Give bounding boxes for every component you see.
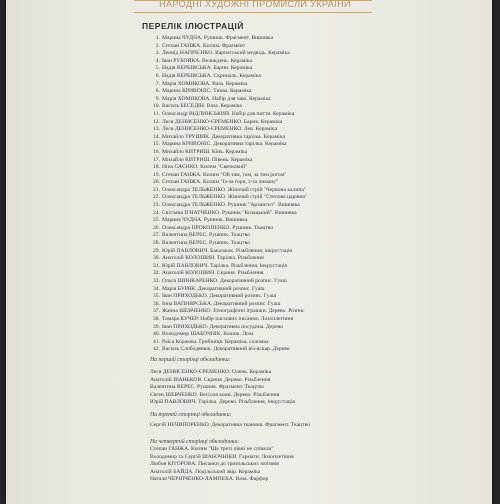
section-heading: На четвертій сторінці обкладинки: bbox=[150, 439, 240, 445]
list-item bbox=[146, 217, 446, 225]
item-text: Олександра ТЕЛЬЖЕНКО. Жіночий стрій "Червона калина" bbox=[162, 186, 307, 193]
list-item bbox=[146, 164, 446, 172]
section-line: Любов КІТОРОВА. Писанки до трипільських мотивів bbox=[150, 461, 279, 468]
item-text: Жанна ШЕВЧЕНКО. Етнографічні іграшки. Дерево. Розпис bbox=[162, 308, 305, 315]
section-line: Анатолій БАЙДА. Подільський звір. Кераміка bbox=[150, 468, 261, 475]
item-number: 8. bbox=[155, 88, 160, 95]
item-number: 39. bbox=[153, 323, 160, 330]
list-item bbox=[146, 324, 446, 332]
item-text: Степан ГАНЖА. Килим "Ой там, там, за тим рогом" bbox=[162, 171, 287, 178]
item-number: 40. bbox=[153, 331, 160, 338]
item-number: 32. bbox=[153, 270, 160, 277]
item-text: Володимир ШАБОЧНІК. Кошик. Лоза bbox=[162, 331, 254, 338]
item-text: Надія ВЕРБІВСЬКА. Скрипаль. Кераміка bbox=[162, 72, 261, 79]
item-number: 35. bbox=[153, 293, 160, 300]
item-text: Тамара КУЧЕР. Набір пасхових писанок. Лозоплетіння bbox=[162, 315, 294, 322]
item-number: 6. bbox=[155, 72, 160, 79]
item-text: Марія ХОМЯКОВА. Набір для чаю. Кераміка bbox=[162, 95, 271, 102]
item-number: 31. bbox=[153, 262, 160, 269]
item-number: 25. bbox=[153, 217, 160, 224]
item-text: Анатолій КОЛОШИН. Тарілка. Різьблення bbox=[162, 255, 264, 262]
item-text: Марина ЧУДНА. Рушник. Фрагмент. Вишивка bbox=[162, 35, 274, 41]
list-item bbox=[146, 270, 446, 278]
list-item bbox=[146, 210, 446, 218]
item-number: 12. bbox=[153, 118, 160, 125]
item-text: Іван ПРИХОДЬКО. Декоративний розпис. Гуаш bbox=[162, 293, 277, 300]
item-number: 19. bbox=[153, 171, 160, 178]
section-line: Валентина ВЕРЕС. Рушник. Фрагмент. Ткацтво bbox=[150, 384, 264, 391]
header-bottom-rule bbox=[134, 12, 372, 13]
list-item bbox=[146, 157, 446, 165]
book-page bbox=[6, 0, 492, 504]
item-text: Степан ГАНЖА. Килим "Із-за гори, з-за лиману" bbox=[162, 179, 279, 186]
item-text: Марина КРИВОНІС. Декоративна тарілка. Кераміка bbox=[162, 141, 287, 148]
list-item bbox=[146, 172, 446, 180]
section-line: Анатолій ІВАНЬКОВ. Скриня. Дерево. Різьблення bbox=[150, 376, 271, 383]
list-item bbox=[146, 58, 446, 66]
list-item bbox=[146, 293, 446, 301]
item-number: 2. bbox=[155, 42, 160, 49]
item-text: Олександра ПРОКОПЕНКО. Рушник. Ткацтво bbox=[162, 224, 274, 231]
section-line: Степан ГАНЖА. Килим "Ще треті півні не співали" bbox=[150, 446, 274, 452]
item-number: 36. bbox=[153, 300, 160, 307]
list-item bbox=[146, 225, 446, 233]
item-number: 41. bbox=[153, 338, 160, 345]
list-item bbox=[146, 149, 446, 157]
section-line: Євген ШЕВЧЕНКО. Весілля кони. Дерево. Різьблення bbox=[150, 391, 280, 398]
item-text: Надія ВЕРБІВСЬКА. Барин. Кераміка bbox=[162, 65, 253, 72]
item-text: Раїса Коржова. Грибниця. Кераміка, соломка bbox=[162, 338, 269, 345]
item-text: Василь Слободянюк. Декоративний віз-яскар. Дерево bbox=[162, 346, 290, 353]
list-item bbox=[146, 263, 446, 271]
item-number: 16. bbox=[153, 148, 160, 155]
item-number: 18. bbox=[153, 164, 160, 171]
list-item bbox=[146, 81, 446, 89]
item-number: 1. bbox=[155, 35, 160, 41]
item-text: Іван РУБОЙКА. Великдень. Кераміка bbox=[162, 57, 252, 64]
item-text: Світлана ІГНАТЧЕНКО. Рушник "Козацький". Вишивка bbox=[162, 209, 297, 216]
list-item bbox=[146, 255, 446, 263]
item-number: 27. bbox=[153, 232, 160, 239]
item-number: 20. bbox=[153, 179, 160, 186]
item-text: Леонід НАПРІЄНКО. Карпатський медвідь. Кераміка bbox=[162, 50, 290, 57]
item-number: 17. bbox=[153, 156, 160, 163]
list-item bbox=[146, 248, 446, 256]
item-text: Михайло КИТРИШ. Півень. Кераміка bbox=[162, 156, 253, 163]
item-text: Ніна САЄНКО. Килим "Святковий" bbox=[162, 164, 248, 171]
list-item bbox=[146, 316, 446, 324]
item-number: 4. bbox=[155, 57, 160, 64]
item-number: 42. bbox=[153, 346, 160, 353]
item-number: 37. bbox=[153, 308, 160, 315]
item-number: 7. bbox=[155, 80, 160, 87]
item-text: Олександра ТЕЛЬЖЕНКО. Рушник "Архангел". Вишивка bbox=[162, 202, 300, 209]
item-number: 9. bbox=[155, 95, 160, 102]
list-item bbox=[146, 346, 446, 354]
item-text: Михайло КИТРИШ. Кінь. Кераміка bbox=[162, 148, 248, 155]
item-text: Василь БЕСЕДІН. Ваза. Кераміка bbox=[162, 103, 242, 110]
list-item bbox=[146, 103, 446, 111]
item-text: Інна ВАПНЯРСЬКА. Декоративний розпис. Гуаш bbox=[162, 300, 281, 307]
item-text: Марія БУРЯК. Декоративний розпис. Гуаш bbox=[162, 285, 265, 292]
list-item bbox=[146, 202, 446, 210]
list-item bbox=[146, 43, 446, 51]
item-text: Леся ДЕНИСЕНКО-ЄРЕМЕНКО. Барик. Кераміка bbox=[162, 118, 283, 125]
section-line: Леся ДЕНИСЕНКО-ЄРЕМЕНКО. Олень. Кераміка bbox=[150, 369, 272, 375]
list-item bbox=[146, 35, 446, 43]
list-item bbox=[146, 278, 446, 286]
item-text: Юрій ПАВЛОВИЧ. Тарілка. Різьблення, інкрустація bbox=[162, 262, 288, 269]
item-number: 11. bbox=[153, 110, 160, 117]
section-heading: На першій сторінці обкладинки: bbox=[150, 357, 231, 363]
section-line: Юрій ПАВЛОВИЧ. Тарілка. Дерево. Різьблення, інкрустація bbox=[150, 399, 295, 406]
item-text: Ольга ШИНКАРЕНКО. Декоративний розпис. Гуаш bbox=[162, 278, 287, 284]
item-text: Олександра ТЕЛЬЖЕНКО. Жіночий стрій "Степова царівна" bbox=[162, 194, 308, 201]
section-heading: На третій сторінці обкладинки: bbox=[150, 412, 232, 418]
list-item bbox=[146, 65, 446, 73]
item-text: Валентина ВЕРЕС. Рушник. Ткацтво bbox=[162, 240, 250, 247]
item-number: 3. bbox=[155, 50, 160, 57]
section-line: Володимир та Сергій ШАБОЧНІКИ. Гармати. Лозоплетіння bbox=[150, 453, 294, 460]
item-number: 24. bbox=[153, 209, 160, 216]
list-item bbox=[146, 331, 446, 339]
list-item bbox=[146, 179, 446, 187]
list-item bbox=[146, 141, 446, 149]
list-item bbox=[146, 232, 446, 240]
item-text: Михайло ТРУШИК. Декоративна тарілка. Кераміка bbox=[162, 133, 285, 140]
list-item bbox=[146, 240, 446, 248]
item-number: 29. bbox=[153, 247, 160, 254]
list-item bbox=[146, 119, 446, 127]
list-item bbox=[146, 126, 446, 134]
item-text: Степан ГАНЖА. Килим. Фрагмент bbox=[162, 42, 246, 49]
item-text: Марія ХОМЯКОВА. Ваза. Кераміка bbox=[162, 80, 248, 87]
item-number: 14. bbox=[153, 133, 160, 140]
list-item bbox=[146, 339, 446, 347]
list-item bbox=[146, 111, 446, 119]
item-number: 22. bbox=[153, 194, 160, 201]
list-item bbox=[146, 301, 446, 309]
item-number: 10. bbox=[153, 103, 160, 110]
third-cover-section bbox=[150, 411, 450, 430]
running-head: НАРОДНІ ХУДОЖНІ ПРОМИСЛИ УКРАЇНИ bbox=[159, 0, 351, 9]
item-number: 38. bbox=[153, 315, 160, 322]
item-number: 13. bbox=[153, 126, 160, 133]
item-text: Марина КРИВОНІС. Тиква. Кераміка bbox=[162, 88, 252, 95]
page-title: ПЕРЕЛІК ІЛЮСТРАЦІЙ bbox=[142, 21, 244, 31]
item-number: 23. bbox=[153, 202, 160, 209]
item-text: Олександр ВІДЛИНСЬКИЙ. Набір для пиття. Кераміка bbox=[162, 110, 295, 117]
front-cover-section bbox=[150, 356, 450, 407]
list-item bbox=[146, 50, 446, 58]
item-text: Марина ЧУДНА. Рушник. Вишивка bbox=[162, 217, 248, 224]
item-text: Іван ПРИХОДЬКО. Декоративна посудина. Дерево bbox=[162, 323, 284, 330]
item-text: Валентина ВЕРЕС. Рушник. Ткацтво bbox=[162, 232, 250, 239]
list-item bbox=[146, 73, 446, 81]
item-text: Анатолій КОЛОШИН. Скриня. Різьблення bbox=[162, 270, 264, 277]
item-number: 15. bbox=[153, 141, 160, 148]
item-number: 34. bbox=[153, 285, 160, 292]
item-text: Юрій ПАВЛОВИЧ. Бакалжок. Різьблення, інкрустація bbox=[162, 247, 292, 254]
list-item bbox=[146, 88, 446, 96]
item-number: 21. bbox=[153, 186, 160, 193]
list-item bbox=[146, 96, 446, 104]
illustration-list bbox=[146, 35, 446, 354]
item-number: 30. bbox=[153, 255, 160, 262]
list-item bbox=[146, 187, 446, 195]
list-item bbox=[146, 194, 446, 202]
item-number: 28. bbox=[153, 240, 160, 247]
section-line: Сергій НЕЧИПОРЕНКО. Декоративна тканина. Фрагмент. Ткацтво bbox=[150, 422, 311, 428]
item-number: 5. bbox=[155, 65, 160, 72]
list-item bbox=[146, 308, 446, 316]
fourth-cover-section bbox=[150, 438, 450, 484]
section-line: Наталя ЧЕРНІЧЕНКО-ЛАМПЕКА. Ваза. Фарфор bbox=[150, 476, 269, 483]
item-number: 26. bbox=[153, 224, 160, 231]
list-item bbox=[146, 286, 446, 294]
item-number: 33. bbox=[153, 278, 160, 284]
item-text: Леся ДЕНИСЕНКО-ЄРЕМЕНКО. Лев. Кераміка bbox=[162, 126, 278, 133]
list-item bbox=[146, 134, 446, 142]
